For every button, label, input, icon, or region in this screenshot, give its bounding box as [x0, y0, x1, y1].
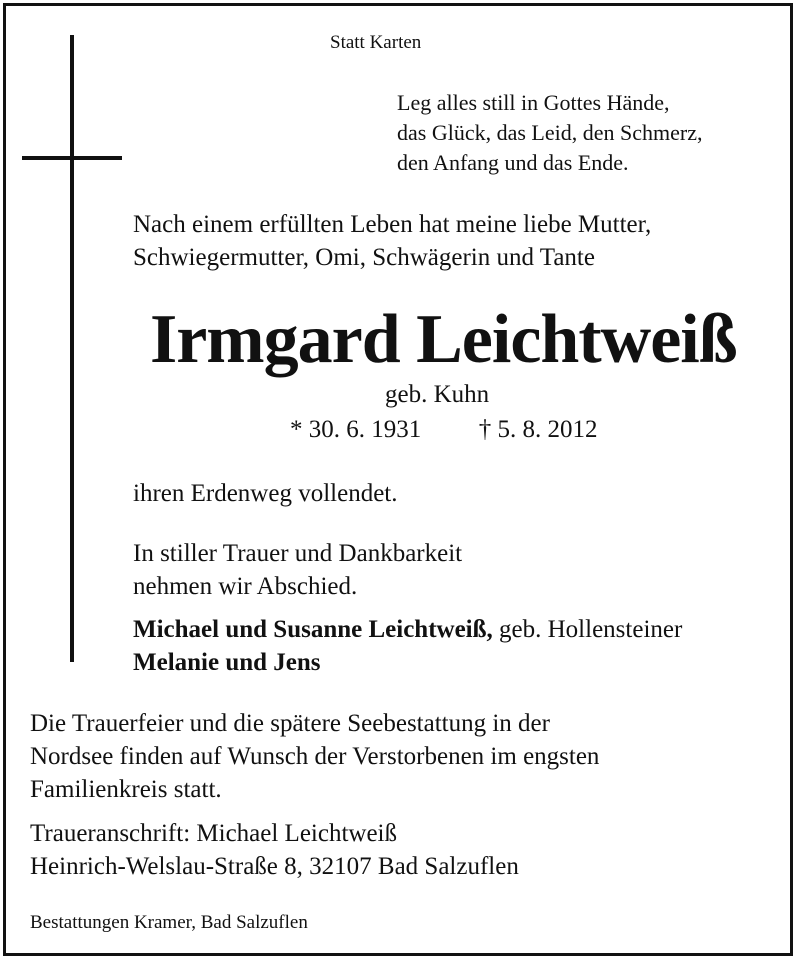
statt-karten-header: Statt Karten — [330, 32, 422, 53]
funeral-info — [30, 707, 599, 806]
maiden-name: geb. Kuhn — [385, 381, 490, 408]
verse-line: Leg alles still in Gottes Hände, — [397, 90, 670, 115]
mourning-address — [30, 817, 519, 883]
address-line: Heinrich-Welslau-Straße 8, 32107 Bad Salzuflen — [30, 853, 519, 880]
family-line — [133, 613, 682, 646]
funeral-home: Bestattungen Kramer, Bad Salzuflen — [30, 912, 308, 933]
life-dates — [290, 413, 598, 446]
funeral-line: Die Trauerfeier und die spätere Seebestattung in der — [30, 710, 550, 737]
deceased-name: Irmgard Leichtweiß — [150, 301, 737, 378]
cross-vertical-beam — [70, 35, 74, 662]
family-names-2: Melanie und Jens — [133, 649, 321, 676]
address-line: Traueranschrift: Michael Leichtweiß — [30, 820, 398, 847]
mourning-line: In stiller Trauer und Dankbarkeit — [133, 540, 463, 567]
family-names-1: Michael und Susanne Leichtweiß, — [133, 616, 493, 643]
intro-line: Nach einem erfüllten Leben hat meine liebe Mutter, — [133, 211, 652, 238]
intro-text — [133, 208, 651, 274]
verse — [397, 88, 702, 178]
mourning-line: nehmen wir Abschied. — [133, 573, 358, 600]
verse-line: den Anfang und das Ende. — [397, 150, 629, 175]
birth-date: * 30. 6. 1931 — [290, 416, 422, 443]
family-members — [133, 613, 682, 679]
closing-text: ihren Erdenweg vollendet. — [133, 480, 398, 507]
funeral-line: Nordsee finden auf Wunsch der Verstorbenen im engsten — [30, 743, 600, 770]
funeral-line: Familienkreis statt. — [30, 776, 222, 803]
death-date: † 5. 8. 2012 — [478, 416, 598, 443]
verse-line: das Glück, das Leid, den Schmerz, — [397, 120, 703, 145]
cross-horizontal-beam — [22, 156, 122, 160]
mourning-text — [133, 537, 462, 603]
intro-line: Schwiegermutter, Omi, Schwägerin und Tante — [133, 244, 595, 271]
family-maiden-name: geb. Hollensteiner — [492, 616, 683, 643]
